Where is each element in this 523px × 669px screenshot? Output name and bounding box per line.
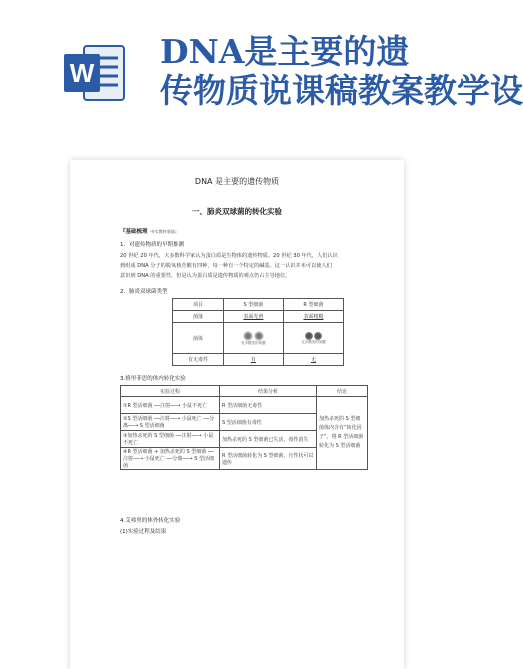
- table-cell-s-cell: [223, 323, 283, 354]
- table-cell: 项目: [173, 299, 224, 311]
- table-cell-r-cell: [283, 323, 343, 354]
- subsection-4: 4.艾弗里的体外转化实验: [120, 518, 181, 524]
- paragraph-1: [120, 251, 360, 281]
- section-heading: 一、肺炎双球菌的转化实验: [192, 207, 282, 216]
- word-document-icon: [62, 40, 128, 106]
- s-cell-caption: 有多糖类的荚膜: [241, 340, 266, 345]
- badge-main: 『基础梳理: [120, 229, 148, 235]
- table-row: [173, 311, 344, 323]
- s-cell-capsule-icon: [243, 331, 253, 341]
- table-cell: 表面光滑: [223, 311, 283, 323]
- table-row: [173, 354, 344, 366]
- word-icon-letter: W: [69, 58, 95, 88]
- table-cell: ②S 型活细菌 ──注射──→ 小鼠死亡 ──分离──→ S 型活细菌: [121, 414, 220, 431]
- s-cell-capsule-icon: [254, 331, 264, 341]
- paragraph-line-2: 到组成 DNA 分子的脱氧核苷酸有四种，每一种有一个特定的碱基。这一认识并未可以使人们: [120, 263, 332, 269]
- paragraph-line-3: 意识到 DNA 的重要性，但是认为蛋白质是遗传物质的观点仍占主导地位。: [120, 273, 291, 279]
- table-cell: S 型活细菌有毒性: [220, 414, 317, 431]
- bacteria-type-table: [172, 298, 344, 366]
- table-cell: 无: [283, 354, 343, 366]
- table-cell: 加热杀死的 S 型细菌已失活，毒性消失: [220, 431, 317, 448]
- subsection-4-sub: (1)实验过程及结果: [120, 529, 167, 535]
- table-row: [173, 323, 344, 354]
- paragraph-line-1: 20 世纪 20 年代，大多数科学家认为蛋白质是生物体的遗传物质。20 世纪 30 年代，人们认识: [120, 253, 338, 259]
- table-row: [121, 397, 368, 414]
- subsection-3: 3.格里菲思的体内转化实验: [120, 376, 186, 382]
- table-cell: R 型活细菌转化为 S 型细菌，且性状可以遗传: [220, 448, 317, 470]
- hero-title-line-1: DNA是主要的遗: [160, 32, 410, 71]
- hero-title: [160, 32, 523, 112]
- column-header: 结果分析: [220, 386, 317, 397]
- table-cell: 有: [223, 354, 283, 366]
- table-row: [173, 299, 344, 311]
- r-cell-caption: 无多糖类的荚膜: [301, 339, 326, 344]
- table-cell: R 型活细菌无毒性: [220, 397, 317, 414]
- document-title: DNA 是主要的遗传物质: [194, 177, 280, 186]
- table-cell: S 型细菌: [223, 299, 283, 311]
- basics-badge: [120, 227, 179, 235]
- badge-small: ·夯实教材基础』: [149, 229, 179, 234]
- subsection-1: 1．对遗传物质的早期推测: [120, 242, 185, 248]
- griffith-experiment-table: [120, 385, 368, 470]
- table-cell: ④R 型活细菌 + 加热杀死的 S 型细菌 ──注射──→ 小鼠死亡 ──分离──→ S 型活细菌: [121, 448, 220, 470]
- column-header: 结论: [317, 386, 368, 397]
- table-cell: 菌落: [173, 311, 224, 323]
- table-cell: 表面粗糙: [283, 311, 343, 323]
- table-cell: 有无毒性: [173, 354, 224, 366]
- table-cell: R 型细菌: [283, 299, 343, 311]
- hero-title-line-2: 传物质说课稿教案教学设: [160, 71, 523, 110]
- document-page: [70, 160, 404, 669]
- subsection-2: 2．肺炎双球菌类型: [120, 289, 168, 295]
- r-cell-icon: [314, 332, 322, 340]
- table-cell: ③加热杀死的 S 型细菌 ──注射──→ 小鼠不死亡: [121, 431, 220, 448]
- column-header: 实验过程: [121, 386, 220, 397]
- table-header-row: [121, 386, 368, 397]
- r-cell-icon: [305, 332, 313, 340]
- conclusion-cell: 加热杀死的 S 型细菌体内含有“转化因子”，将 R 型活细菌转化为 S 型活细菌: [317, 397, 368, 470]
- hero-banner: [0, 0, 523, 130]
- table-cell: ①R 型活细菌 ──注射──→ 小鼠不死亡: [121, 397, 220, 414]
- table-cell: 菌体: [173, 323, 224, 354]
